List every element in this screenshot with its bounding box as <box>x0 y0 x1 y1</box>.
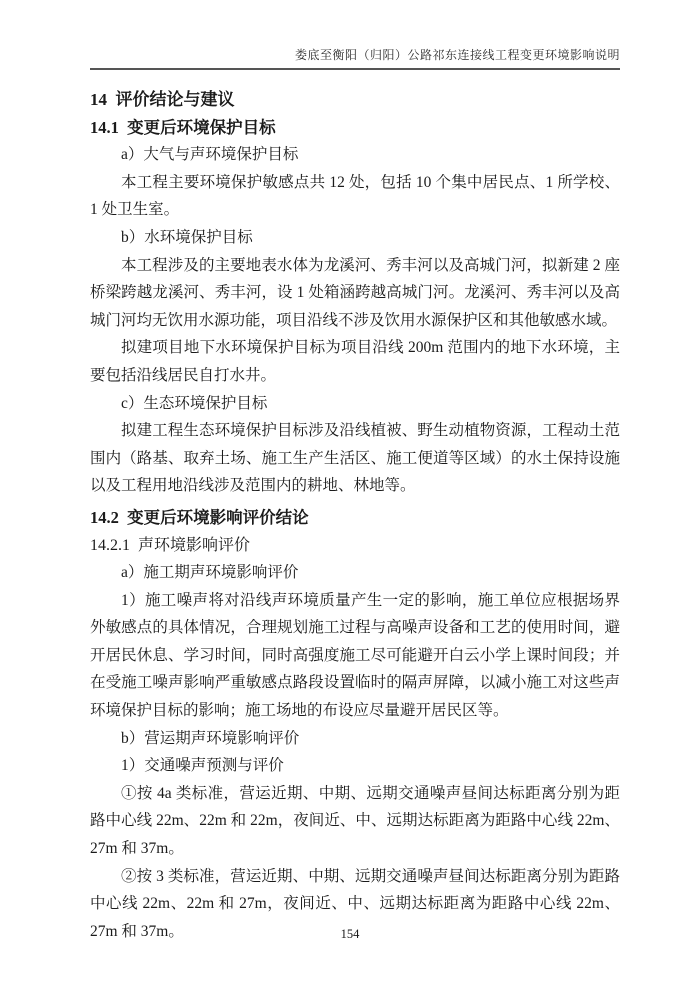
page-number: 154 <box>340 927 360 941</box>
document-body <box>90 86 620 945</box>
page-footer <box>0 927 700 942</box>
subheading-1-traffic-noise-prediction: 1）交通噪声预测与评价 <box>121 757 284 775</box>
heading-chapter-14: 14 评价结论与建议 <box>90 90 235 109</box>
subheading-c-ecology-targets: c）生态环境保护目标 <box>121 394 268 412</box>
heading-14-2-1: 14.2.1 声环境影响评价 <box>90 536 251 554</box>
heading-14-1: 14.1 变更后环境保护目标 <box>90 117 276 137</box>
paragraph-construction-noise: 1）施工噪声将对沿线声环境质量产生一定的影响，施工单位应根据场界外敏感点的具体情况，合理规划施工过程与高噪声设备和工艺的使用时间，避开居民休息、学习时间，同时高强度施工尽可能避开白云小学上课时间段；并在受施工噪声影响严重敏感点路段设置临时的隔声屏障，以减小施工对这些声环境保护目标的影响；施工场地的布设应尽量避开居民区等。 <box>90 591 620 720</box>
subheading-b-operation-noise: b）营运期声环境影响评价 <box>121 729 300 747</box>
subheading-b-water-targets: b）水环境保护目标 <box>121 228 253 246</box>
heading-14-2: 14.2 变更后环境影响评价结论 <box>90 507 309 527</box>
paragraph-groundwater: 拟建项目地下水环境保护目标为项目沿线 200m 范围内的地下水环境，主要包括沿线居民自打水井。 <box>90 339 620 384</box>
paragraph-sensitive-points: 本工程主要环境保护敏感点共 12 处，包括 10 个集中居民点、1 所学校、1 处卫生室。 <box>90 173 620 219</box>
subheading-a-air-noise-targets: a）大气与声环境保护目标 <box>121 146 299 164</box>
paragraph-ecology: 拟建工程生态环境保护目标涉及沿线植被、野生动植物资源，工程动土范围内（路基、取弃土场、施工生产生活区、施工便道等区域）的水土保持设施以及工程用地沿线涉及范围内的耕地、林地等。 <box>90 422 620 495</box>
header-title: 娄底至衡阳（归阳）公路祁东连接线工程变更环境影响说明 <box>90 0 620 70</box>
paragraph-standard-4a: ①按 4a 类标准，营运近期、中期、远期交通噪声昼间达标距离分别为距路中心线 22m、22m 和 22m，夜间近、中、远期达标距离为距路中心线 22m、27m 和 37m。 <box>90 784 620 858</box>
paragraph-surface-water: 本工程涉及的主要地表水体为龙溪河、秀丰河以及高城门河，拟新建 2 座桥梁跨越龙溪河、秀丰河，设 1 处箱涵跨越高城门河。龙溪河、秀丰河以及高城门河均无饮用水源功能，项目沿线不涉及饮用水源保护区和其他敏感水域。 <box>90 256 620 329</box>
paragraph-standard-3: ②按 3 类标准，营运近期、中期、远期交通噪声昼间达标距离分别为距路中心线 22m、22m 和 27m，夜间近、中、远期达标距离为距路中心线 22m、27m 和 37m。 <box>90 867 620 940</box>
subheading-a-construction-noise: a）施工期声环境影响评价 <box>121 564 299 582</box>
page-header <box>90 0 620 70</box>
